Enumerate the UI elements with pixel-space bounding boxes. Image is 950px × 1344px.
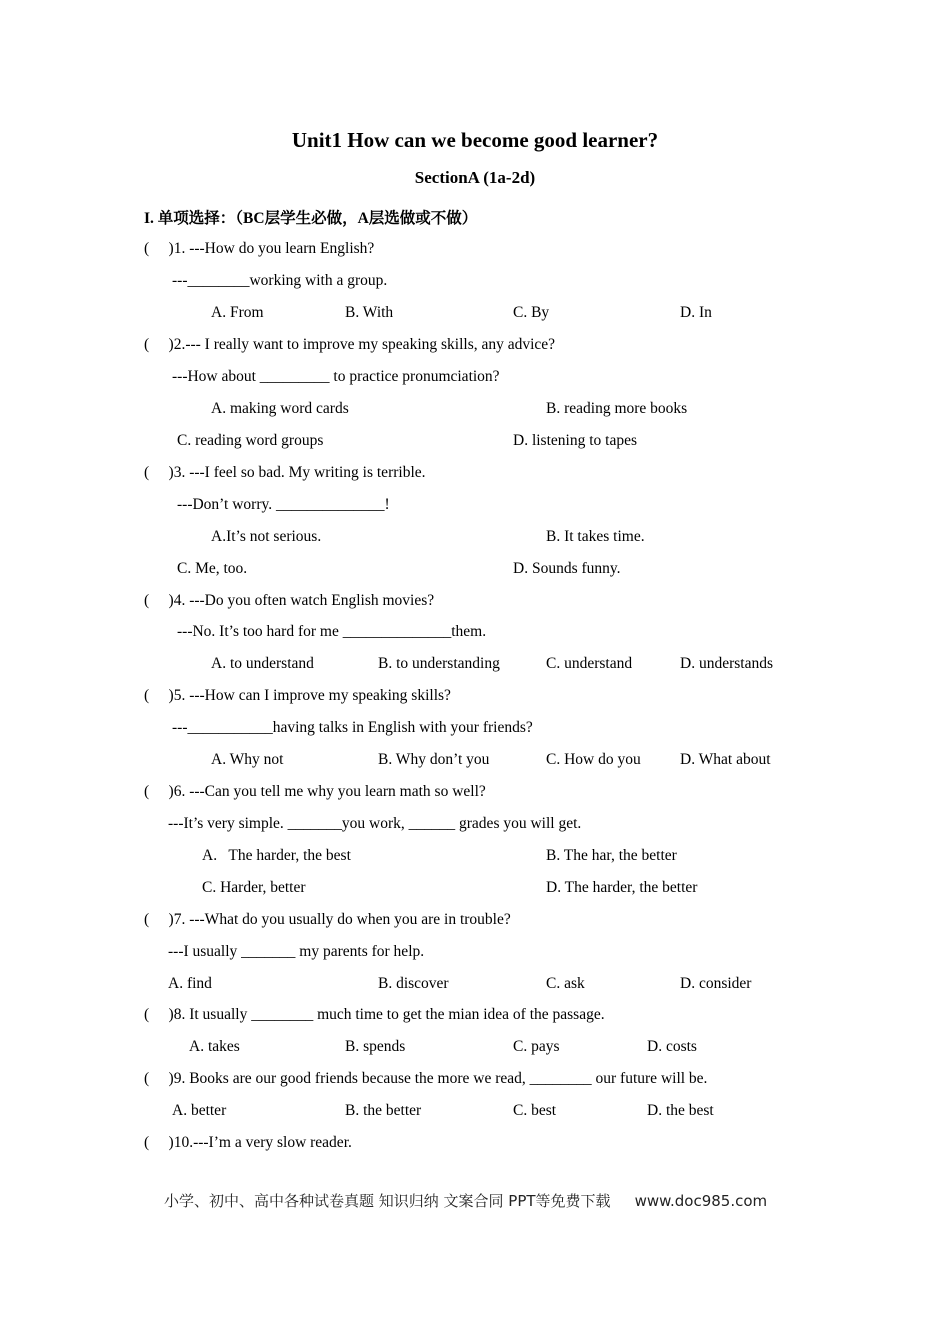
- option: D. What about: [680, 751, 771, 768]
- option: D. consider: [680, 975, 752, 992]
- question-line: ---It’s very simple. _______you work, ______ grades you will get.: [168, 815, 582, 832]
- option: A. to understand: [211, 655, 314, 672]
- question-stem: ( )5. ---How can I improve my speaking skills?: [144, 687, 451, 704]
- option: B. to understanding: [378, 655, 500, 672]
- option: D. understands: [680, 655, 773, 672]
- question-line: ---How about _________ to practice pronumciation?: [172, 368, 500, 385]
- question-stem: ( )2.--- I really want to improve my speaking skills, any advice?: [144, 336, 556, 353]
- option: A. takes: [189, 1038, 240, 1055]
- option: B. The har, the better: [546, 847, 677, 864]
- option: D. costs: [647, 1038, 697, 1055]
- question-line: ---________working with a group.: [172, 272, 388, 289]
- option: C. pays: [513, 1038, 560, 1055]
- section-heading: I. 单项选择：（BC层学生必做，A层选做或不做）: [144, 210, 478, 227]
- option: B. reading more books: [546, 400, 688, 417]
- option: D. Sounds funny.: [513, 560, 621, 577]
- option: A. Why not: [211, 751, 284, 768]
- option: C. How do you: [546, 751, 641, 768]
- option: C. reading word groups: [177, 432, 324, 449]
- option: C. Me, too.: [177, 560, 248, 577]
- option: D. In: [680, 304, 712, 321]
- question-line: ---___________having talks in English with your friends?: [172, 719, 533, 736]
- option: B. spends: [345, 1038, 406, 1055]
- option: A. better: [172, 1102, 227, 1119]
- question-stem: ( )3. ---I feel so bad. My writing is terrible.: [144, 464, 426, 481]
- option: D. the best: [647, 1102, 714, 1119]
- question-line: ---I usually _______ my parents for help.: [168, 943, 425, 960]
- question-stem: ( )6. ---Can you tell me why you learn math so well?: [144, 783, 486, 800]
- question-stem: ( )1. ---How do you learn English?: [144, 240, 375, 257]
- question-stem: ( )10.---I’m a very slow reader.: [144, 1134, 352, 1151]
- page-subtitle: SectionA (1a-2d): [414, 168, 536, 187]
- option: C. best: [513, 1102, 557, 1119]
- option: A. From: [211, 304, 264, 321]
- option: B. Why don’t you: [378, 751, 490, 768]
- question-stem: ( )9. Books are our good friends because the more we read, ________ our future will be.: [144, 1070, 708, 1087]
- page-footer: [164, 1190, 767, 1211]
- option: A.It’s not serious.: [211, 528, 322, 545]
- footer-text: 小学、初中、高中各种试卷真题 知识归纳 文案合同 PPT等免费下载: [164, 1192, 611, 1210]
- option: B. It takes time.: [546, 528, 645, 545]
- option: B. With: [345, 304, 394, 321]
- option: C. Harder, better: [202, 879, 306, 896]
- question-stem: ( )8. It usually ________ much time to get the mian idea of the passage.: [144, 1006, 605, 1023]
- option: C. By: [513, 304, 550, 321]
- option: A. find: [168, 975, 212, 992]
- page-title: Unit1 How can we become good learner?: [291, 128, 659, 152]
- option: B. discover: [378, 975, 449, 992]
- option: A. The harder, the best: [202, 847, 351, 864]
- question-line: ---No. It’s too hard for me ______________them.: [177, 623, 487, 640]
- option: D. The harder, the better: [546, 879, 698, 896]
- option: B. the better: [345, 1102, 422, 1119]
- option: A. making word cards: [211, 400, 349, 417]
- option: C. ask: [546, 975, 585, 992]
- question-line: ---Don’t worry. ______________!: [177, 496, 390, 513]
- question-stem: ( )4. ---Do you often watch English movies?: [144, 592, 435, 609]
- option: D. listening to tapes: [513, 432, 637, 449]
- question-stem: ( )7. ---What do you usually do when you are in trouble?: [144, 911, 511, 928]
- option: C. understand: [546, 655, 633, 672]
- footer-url[interactable]: www.doc985.com: [634, 1192, 768, 1210]
